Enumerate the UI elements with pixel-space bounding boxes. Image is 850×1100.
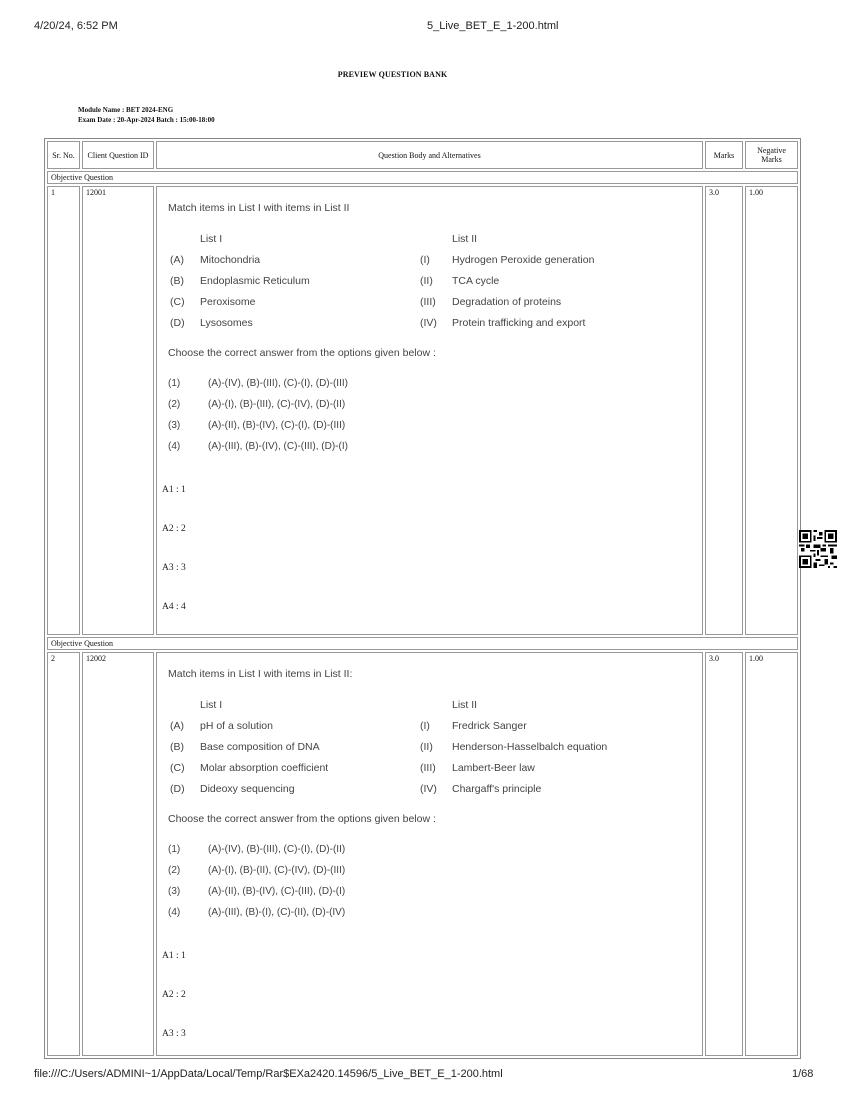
option-text: (A)-(I), (B)-(III), (C)-(IV), (D)-(II)	[208, 399, 346, 410]
question-sr: 1	[47, 186, 80, 635]
list-ii-label: (IV)	[420, 782, 437, 795]
list-i-label: (A)	[170, 719, 184, 732]
option-number: (1)	[168, 844, 181, 855]
alternative: A2 : 2	[162, 990, 186, 1000]
question-stem: Match items in List I with items in List II:	[168, 668, 353, 680]
list-i-label: (B)	[170, 740, 184, 753]
list-ii-item: Chargaff's principle	[452, 782, 542, 795]
list-ii-item: Protein trafficking and export	[452, 316, 586, 329]
question-client-id: 12001	[82, 186, 154, 635]
list-row	[170, 249, 699, 270]
list-i-label: (C)	[170, 761, 185, 774]
page-title: PREVIEW QUESTION BANK	[337, 70, 448, 79]
module-name: Module Name : BET 2024-ENG	[78, 106, 174, 114]
question-marks: 3.0	[705, 186, 743, 635]
header-sr-no: Sr. No.	[47, 141, 80, 169]
list-ii-label: (II)	[420, 274, 433, 287]
list-ii-label: (II)	[420, 740, 433, 753]
question-stem: Match items in List I with items in List II	[168, 202, 350, 214]
choose-instruction: Choose the correct answer from the options given below :	[168, 347, 436, 359]
list-i-label: (D)	[170, 316, 185, 329]
option-row	[168, 394, 699, 415]
option-text: (A)-(IV), (B)-(III), (C)-(I), (D)-(III)	[208, 378, 348, 389]
section-label: Objective Question	[47, 171, 798, 184]
option-row	[168, 881, 699, 902]
print-file-path: file:///C:/Users/ADMINI~1/AppData/Local/Temp/Rar$EXa2420.14596/5_Live_BET_E_1-200.html	[34, 1068, 503, 1080]
list-ii-label: (IV)	[420, 316, 437, 329]
alternative: A1 : 1	[162, 485, 186, 495]
list-row	[170, 778, 699, 799]
list-ii-label: (III)	[420, 761, 436, 774]
option-number: (4)	[168, 441, 181, 452]
list-ii-label: (III)	[420, 295, 436, 308]
option-number: (3)	[168, 420, 181, 431]
header-marks: Marks	[705, 141, 743, 169]
option-text: (A)-(III), (B)-(IV), (C)-(III), (D)-(I)	[208, 441, 348, 452]
option-row	[168, 839, 699, 860]
list-ii-title: List II	[452, 698, 478, 711]
option-number: (3)	[168, 886, 181, 897]
option-text: (A)-(II), (B)-(IV), (C)-(III), (D)-(I)	[208, 886, 346, 897]
match-lists	[170, 228, 699, 333]
list-i-label: (C)	[170, 295, 185, 308]
list-i-item: Endoplasmic Reticulum	[200, 274, 310, 287]
option-row	[168, 860, 699, 881]
question-body	[156, 186, 703, 635]
list-ii-label: (I)	[420, 719, 430, 732]
list-i-label: (A)	[170, 253, 184, 266]
list-row	[170, 757, 699, 778]
question-negative-marks: 1.00	[745, 652, 798, 1056]
list-ii-label: (I)	[420, 253, 430, 266]
alternative: A1 : 1	[162, 951, 186, 961]
list-ii-item: Lambert-Beer law	[452, 761, 535, 774]
match-lists	[170, 694, 699, 799]
list-ii-item: Hydrogen Peroxide generation	[452, 253, 595, 266]
option-number: (2)	[168, 399, 181, 410]
option-text: (A)-(I), (B)-(II), (C)-(IV), (D)-(III)	[208, 865, 346, 876]
list-ii-item: TCA cycle	[452, 274, 500, 287]
list-ii-item: Henderson-Hasselbalch equation	[452, 740, 608, 753]
list-i-item: Dideoxy sequencing	[200, 782, 295, 795]
option-row	[168, 436, 699, 457]
alternative: A3 : 3	[162, 563, 186, 573]
qr-code-icon	[799, 530, 837, 568]
list-i-title: List I	[200, 698, 223, 711]
section-row	[47, 171, 798, 184]
question-table	[44, 138, 801, 1059]
option-number: (2)	[168, 865, 181, 876]
list-i-item: pH of a solution	[200, 719, 273, 732]
list-ii-title: List II	[452, 232, 478, 245]
question-row	[47, 186, 798, 635]
question-client-id: 12002	[82, 652, 154, 1056]
header-question-body: Question Body and Alternatives	[156, 141, 703, 169]
list-row	[170, 736, 699, 757]
alternative: A2 : 2	[162, 524, 186, 534]
alternative: A4 : 4	[162, 602, 186, 612]
list-row	[170, 312, 699, 333]
option-text: (A)-(III), (B)-(I), (C)-(II), (D)-(IV)	[208, 907, 346, 918]
list-i-title: List I	[200, 232, 223, 245]
question-negative-marks: 1.00	[745, 186, 798, 635]
question-sr: 2	[47, 652, 80, 1056]
list-row	[170, 291, 699, 312]
question-row	[47, 652, 798, 1056]
option-text: (A)-(IV), (B)-(III), (C)-(I), (D)-(II)	[208, 844, 346, 855]
option-number: (1)	[168, 378, 181, 389]
answer-options	[168, 839, 699, 923]
list-i-label: (D)	[170, 782, 185, 795]
print-datetime: 4/20/24, 6:52 PM	[34, 20, 118, 32]
option-row	[168, 415, 699, 436]
list-ii-item: Degradation of proteins	[452, 295, 562, 308]
exam-date-batch: Exam Date : 20-Apr-2024 Batch : 15:00-18:00	[78, 116, 215, 124]
list-i-item: Lysosomes	[200, 316, 253, 329]
header-negative-marks: Negative Marks	[745, 141, 798, 169]
header-client-id: Client Question ID	[82, 141, 154, 169]
section-label: Objective Question	[47, 637, 798, 650]
list-i-item: Molar absorption coefficient	[200, 761, 329, 774]
list-row	[170, 270, 699, 291]
choose-instruction: Choose the correct answer from the options given below :	[168, 813, 436, 825]
question-marks: 3.0	[705, 652, 743, 1056]
answer-options	[168, 373, 699, 457]
alternative: A3 : 3	[162, 1029, 186, 1039]
question-body	[156, 652, 703, 1056]
option-row	[168, 373, 699, 394]
option-number: (4)	[168, 907, 181, 918]
list-i-label: (B)	[170, 274, 184, 287]
list-row	[170, 715, 699, 736]
list-i-item: Peroxisome	[200, 295, 256, 308]
table-header-row	[47, 141, 798, 169]
print-page-count: 1/68	[792, 1068, 814, 1080]
option-text: (A)-(II), (B)-(IV), (C)-(I), (D)-(III)	[208, 420, 346, 431]
list-ii-item: Fredrick Sanger	[452, 719, 527, 732]
list-i-item: Base composition of DNA	[200, 740, 320, 753]
list-i-item: Mitochondria	[200, 253, 261, 266]
option-row	[168, 902, 699, 923]
section-row	[47, 637, 798, 650]
print-filename: 5_Live_BET_E_1-200.html	[427, 20, 559, 32]
